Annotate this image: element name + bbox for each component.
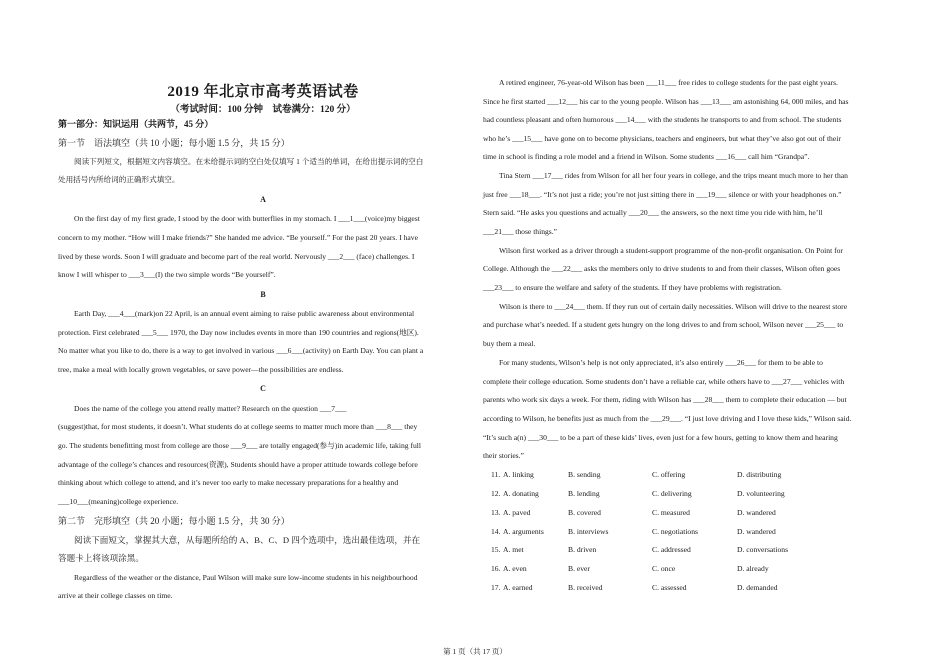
passage-line: A retired engineer, 76-year-old Wilson has been ___11___ free rides to college students for the past eight years. [499,78,838,87]
passage-line: Wilson first worked as a driver through a student-support programme of the non-profit organisation. On Point for [499,246,843,255]
option-a: A. paved [503,508,531,517]
option-d: D. wandered [737,508,776,517]
passage-label: A [260,195,266,204]
option-d: D. distributing [737,470,782,479]
passage-line: go. The students benefitting most from college are those ___9___ are totally engaged(参与)in academic life, taking full [58,441,421,450]
option-c: C. assessed [652,583,687,592]
passage-line: advantage of the college’s chances and resources(资源), Students should have a proper attitude towards college before [58,460,418,469]
passage-line: “It’s such a(n) ___30___ to be a part of these kids’ lives, even just for a few hours, getting to know them and hearing [483,433,838,442]
passage-line: and purchase what’s needed. If a student gets hungry on the long drives to and from school, Wilson never ___25___ to [483,320,844,329]
passage-line: Since he first started ___12___ his car to the young people. Wilson has ___13___ am astonishing 64, 000 miles, and has [483,97,849,106]
option-a: A. met [503,545,524,554]
option-b: B. lending [568,489,600,498]
option-d: D. demanded [737,583,778,592]
passage-line: parents who work six days a week. For them, riding with Wilson has ___28___ them to complete their education — but [483,395,847,404]
exam-info: （考试时间：100 分钟 试卷满分：120 分） [170,105,356,115]
passage-line: just free ___18___. “It’s not just a ride; you’re not just sitting there in ___19___ silence or with your headphones on.” [483,190,842,199]
section2-instruction-line: 答题卡上将该项涂黑。 [58,553,144,563]
passage-line: Earth Day, ___4___(mark)on 22 April, is an annual event aiming to raise public awareness about environmental [74,309,415,318]
section1-instruction-line: 阅读下列短文，根据短文内容填空。在未给提示词的空白处仅填写 1 个适当的单词，在给出提示词的空白 [74,157,424,166]
option-a: A. linking [503,470,534,479]
option-c: C. once [652,564,676,573]
passage-label: C [260,384,266,393]
option-b: B. ever [568,564,590,573]
question-number: 14. [491,527,501,536]
part1-heading: 第一部分：知识运用（共两节，45 分） [58,119,214,129]
passage-line: Stern said. “He asks you questions and actually ___20___ the answers, so the next time you ride with him, he’ll [483,208,823,217]
passage-line: College. Although the ___22___ asks the members only to drive students to and from their classes, Wilson often goes [483,264,841,273]
option-c: C. negotiations [652,527,698,536]
question-number: 13. [491,508,501,517]
cloze-intro-line: Regardless of the weather or the distance, Paul Wilson will make sure low-income students in his neighbourhood [74,573,418,582]
passage-line: their stories.” [483,451,524,460]
passage-line: concern to my mother. “How will I make friends?” She handed me advice. “Be yourself.” For the past 20 years. I have [58,233,418,242]
section2-heading: 第二节 完形填空（共 20 小题；每小题 1.5 分，共 30 分） [58,516,290,526]
option-b: B. covered [568,508,601,517]
page-title: 2019 年北京市高考英语试卷 [167,84,359,100]
option-c: C. offering [652,470,686,479]
question-number: 16. [491,564,501,573]
question-number: 17. [491,583,501,592]
passage-line: had countless pleasant and often humorous ___14___ with the students he transports to and from school. The students [483,115,842,124]
passage-line: ___10___(meaning)college experience. [58,497,179,506]
passage-line: Wilson is there to ___24___ them. If they run out of certain daily necessities. Wilson will drive to the nearest store [499,302,848,311]
passage-line: complete their college education. Some students don’t have a reliable car, while others have to ___27___ vehicles with [483,377,845,386]
cloze-intro-line: arrive at their college classes on time. [58,591,173,600]
passage-line: who he’s ___15___ have gone on to become physicians, teachers and engineers, but what they’ve also got out of their [483,134,841,143]
option-a: A. donating [503,489,539,498]
question-number: 11. [491,470,501,479]
passage-line: For many students, Wilson’s help is not only appreciated, it’s also entirely ___26___ for them to be able to [499,358,823,367]
passage-line: ___21___ those things.” [483,227,558,236]
passage-line: protection. First celebrated ___5___ 1970, the Day now includes events in more than 190 countries and regions(地区). [58,328,419,337]
option-a: A. even [503,564,527,573]
section1-heading: 第一节 语法填空（共 10 小题；每小题 1.5 分，共 15 分） [58,138,290,148]
passage-line: (suggest)that, for most students, it doesn’t. What students do at college seems to matter much more than ___8___ they [58,422,418,431]
option-c: C. measured [652,508,690,517]
passage-line: ___23___ to ensure the welfare and safety of the students. If they have problems with registration. [483,283,782,292]
passage-line: thinking about which college to attend, and it’s never too early to make necessary preparations for a healthy and [58,478,399,487]
option-d: D. volunteering [737,489,785,498]
passage-line: lived by these words. Soon I will graduate and become part of the real world. Nervously ___2___ (face) challenges. I [58,252,415,261]
option-d: D. wandered [737,527,776,536]
option-d: D. conversations [737,545,789,554]
option-c: C. delivering [652,489,692,498]
passage-line: buy them a meal. [483,339,536,348]
passage-line: Does the name of the college you attend really matter? Research on the question ___7___ [74,404,347,413]
section2-instruction-line: 阅读下面短文，掌握其大意，从每题所给的 A、B、C、D 四个选项中，选出最佳选项，并在 [74,535,421,545]
question-number: 15. [491,545,501,554]
page-footer: 第 1 页（共 17 页） [443,647,507,656]
option-c: C. addressed [652,545,691,554]
passage-line: know I will whisper to ___3___(I) the two simple words “Be yourself”. [58,270,276,279]
question-number: 12. [491,489,501,498]
passage-line: No matter what you like to do, there is a way to get involved in various ___6___(activity) on Earth Day. You can plant a [58,346,424,355]
passage-line: On the first day of my first grade, I stood by the door with butterflies in my stomach. I ___1___(voice)my biggest [74,214,420,223]
passage-line: according to Wilson, he benefits just as much from the ___29___. “I just love driving and I love these kids,” Wilson said. [483,414,852,423]
option-a: A. earned [503,583,533,592]
passage-line: time in school is finding a role model and a friend in Wilson. Some students ___16___ call him “Grandpa”. [483,152,810,161]
option-b: B. interviews [568,527,609,536]
option-b: B. sending [568,470,601,479]
passage-line: tree, make a meal with locally grown vegetables, or save power—the possibilities are endless. [58,365,344,374]
passage-line: Tina Stern ___17___ rides from Wilson for all her four years in college, and the trips meant much more to her than [499,171,848,180]
section1-instruction-line: 处用括号内所给词的正确形式填空。 [58,175,180,184]
option-b: B. driven [568,545,597,554]
option-b: B. received [568,583,603,592]
option-d: D. already [737,564,769,573]
option-a: A. arguments [503,527,544,536]
passage-label: B [260,290,266,299]
